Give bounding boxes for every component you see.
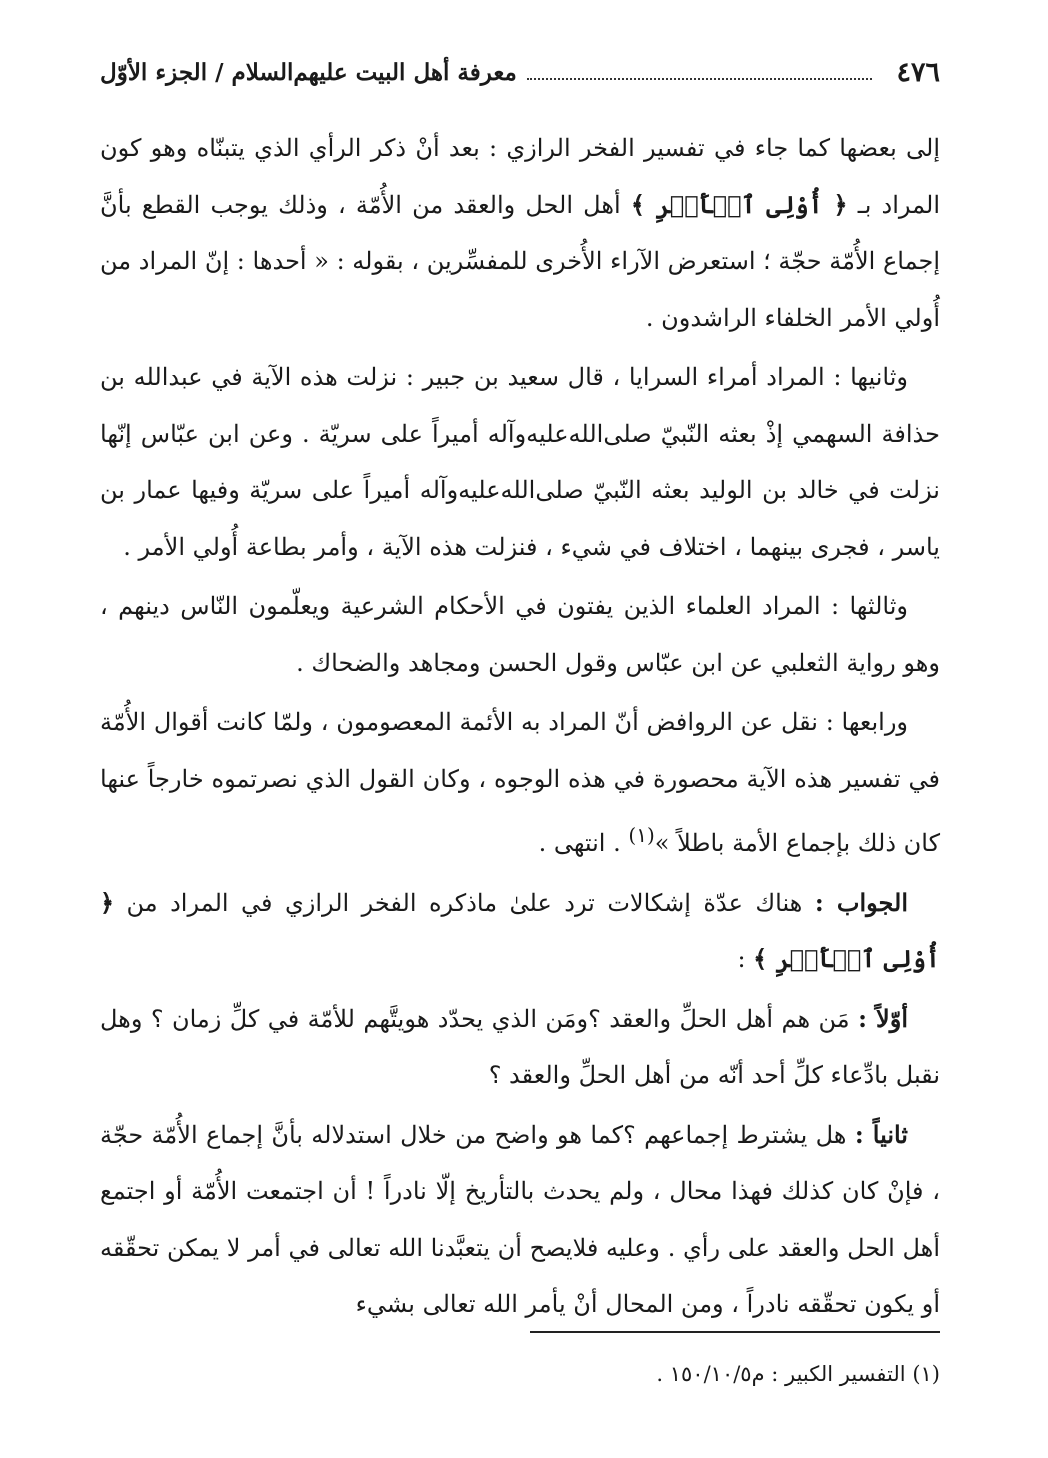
running-title: معرفة أهل البيت عليهم‌السلام / الجزء الأوّل [100,58,517,86]
footnote-divider [530,1331,940,1333]
paragraph-1-text: إلى بعضها كما جاء في تفسير الفخر الرازي : بعد أنْ ذكر الرأي الذي يتبنّاه وهو كون المراد بـ [100,134,940,219]
body-text [100,120,940,1336]
paragraph-1-rest: أهل الحل والعقد من الأُمّة ، وذلك يوجب القطع بأنَّ إجماع الأُمّة حجّة ؛ استعرض الآراء الأُخرى للمفسِّرين ، بقوله : « أحدها : إنّ المراد من أُولي الأمر الخلفاء الراشدون . [100,190,940,332]
second-label: ثانياً : [854,1119,908,1149]
paragraph-1 [100,120,940,346]
paragraph-answer [100,875,940,988]
page-header [100,52,940,92]
answer-label: الجواب : [814,887,908,917]
second-text: هل يشترط إجماعهم ؟كما هو واضح من خلال استدلاله بأنَّ إجماع الأُمّة حجّة ، فإنْ كان كذلك فهذا محال ، ولم يحدث بالتأريخ إلّا نادراً ! أن اجتمعت الأُمّة أو اجتمع أهل الحل والعقد على رأي . وعليه فلايصح أن يتعبَّدنا الله تعالى في أمر لا يمكن تحقّقه أو يكون تحقّقه نادراً ، ومن المحال أنْ يأمر الله تعالى بشيء [100,1120,940,1318]
footnote-text: التفسير الكبير : م١٥٠/١٠/٥ . [656,1362,906,1386]
paragraph-4-end: . انتهى . [538,829,621,857]
answer-end: : [737,945,746,973]
quran-phrase: ﴿ أُوْلِى ٱلۡأَمۡرِ ﴾ [630,189,848,219]
paragraph-4-text: ورابعها : نقل عن الروافض أنّ المراد به الأئمة المعصومون ، ولمّا كانت أقوال الأُمّة في تفسير هذه الآية محصورة في هذه الوجوه ، وكان القول الذي نصرتموه خارجاً عنها كان ذلك بإجماع الأمة باطلاً » [100,708,940,857]
footnote-reference: (١) [628,823,655,847]
paragraph-2: وثانيها : المراد أمراء السرايا ، قال سعيد بن جبير : نزلت هذه الآية في عبدالله بن حذافة السهمي إذْ بعثه النّبيّ صلى‌الله‌عليه‌وآله أميراً على سريّة . وعن ابن عبّاس إنّها نزلت في خالد بن الوليد بعثه النّبيّ صلى‌الله‌عليه‌وآله أميراً على سريّة وفيها عمار بن ياسر ، فجرى بينهما ، اختلاف في شيء ، فنزلت هذه الآية ، وأمر بطاعة أُولي الأمر . [100,363,940,561]
paragraph-second [100,1107,940,1333]
page-number: ٤٧٦ [896,56,940,88]
footnote-number: (١) [912,1362,940,1386]
footnote [100,1362,940,1386]
first-text: مَن هم أهل الحلِّ والعقد ؟ومَن الذي يحدّد هويتَّهم للأمّة في كلِّ زمان ؟ وهل نقبل بادِّعاء كلِّ أحد أنّه من أهل الحلِّ والعقد ؟ [100,1004,940,1089]
paragraph-4 [100,694,940,872]
answer-text: هناك عدّة إشكالات ترد علىٰ ماذكره الفخر الرازي في المراد من [126,888,803,917]
first-label: أوّلاً : [858,1003,908,1033]
header-dot-leader [527,64,873,80]
quran-phrase-2: ﴿ أُوْلِى ٱلۡأَمۡرِ ﴾ [100,887,940,973]
paragraph-first [100,991,940,1104]
book-page [100,0,940,1458]
paragraph-3: وثالثها : المراد العلماء الذين يفتون في الأحكام الشرعية ويعلّمون النّاس دينهم ، وهو رواية الثعلبي عن ابن عبّاس وقول الحسن ومجاهد والضحاك . [100,592,940,677]
